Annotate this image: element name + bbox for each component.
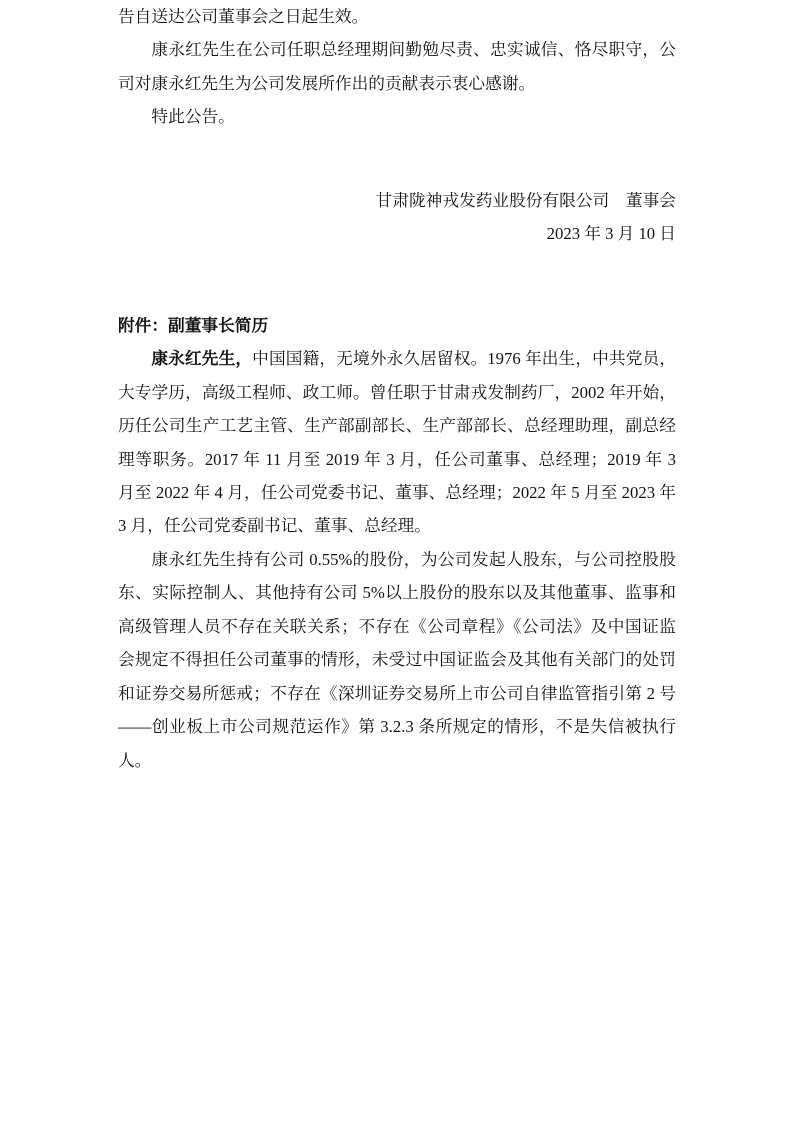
resume-paragraph-shareholding (118, 543, 676, 777)
body-paragraph-gratitude: 康永红先生在公司任职总经理期间勤勉尽责、忠实诚信、恪尽职守，公司对康永红先生为公司发展所作出的贡献表示衷心感谢。 (118, 40, 676, 93)
signature-date: 2023 年 3 月 10 日 (546, 224, 676, 244)
resume-paragraph-bio (118, 342, 676, 543)
body-paragraph-continuation: 告自送达公司董事会之日起生效。 (118, 7, 369, 26)
document-page (118, 0, 676, 777)
person-name-lead: 康永红先生， (151, 349, 253, 369)
signature-company: 甘肃陇神戎发药业股份有限公司 董事会 (375, 190, 676, 210)
attachment-heading: 附件：副董事长简历 (118, 315, 269, 335)
resume-shareholding-text: 康永红先生持有公司 0.55%的股份，为公司发起人股东，与公司控股股东、实际控制人、其他持有公司 5%以上股份的股东以及其他董事、监事和高级管理人员不存在关联关系；不存在《公司章程》《公司法》及中国证监会规定不得担任公司董事的情形，未受过中国证监会及其他有关部门的处罚和证券交易所惩戒；不存在《深圳证券交易所上市公司自律监管指引第 2 号——创业板上市公司规范运作》第 3.2.3 条所规定的情形，不是失信被执行人。 (118, 549, 676, 770)
resume-bio-text: 中国国籍，无境外永久居留权。1976 年出生，中共党员，大专学历，高级工程师、政工师。曾任职于甘肃戎发制药厂，2002 年开始，历任公司生产工艺主管、生产部副部长、生产部部长、总经理助理，副总经理等职务。2017 年 11 月至 2019 年 3 月，任公司董事、总经理；2019 年 3 月至 2022 年 4 月，任公司党委书记、董事、总经理；2022 年 5 月至 2023 年 3 月，任公司党委副书记、董事、总经理。 (118, 349, 677, 536)
signature-block (118, 184, 676, 251)
body-paragraph-closing: 特此公告。 (151, 107, 235, 127)
